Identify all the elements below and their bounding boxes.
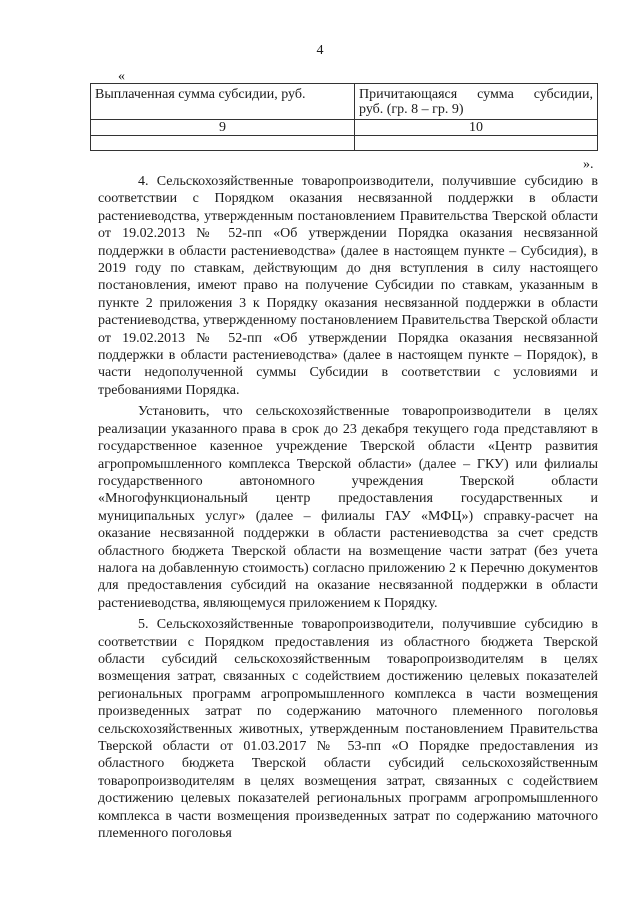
empty-cell-left xyxy=(91,136,355,151)
subsidy-table xyxy=(90,83,598,151)
table-empty-row xyxy=(91,136,598,151)
column-number-9: 9 xyxy=(91,120,355,136)
paragraph-4: 4. Сельскохозяйственные товаропроизводители, получившие субсидию в соответствии с Порядком оказания несвязанной поддержки в области растениеводства, утвержденным постановлением Правительства Тверской области от 19.02.2013 № 52-пп «Об утверждении Порядка оказания несвязанной поддержки в области растениеводства» (далее в настоящем пункте – Субсидия), в 2019 году по ставкам, действующим до дня вступления в силу настоящего постановления, имеют право на получение Субсидии по ставкам, указанным в пункте 2 приложения 3 к Порядку оказания несвязанной поддержки в области растениеводства, утвержденному постановлением Правительства Тверской области от 19.02.2013 № 52-пп «Об утверждении Порядка оказания несвязанной поддержки в области растениеводства» (далее в настоящем пункте – Порядок), в части недополученной суммы Субсидии в соответствии с условиями и требованиями Порядка. xyxy=(98,174,598,398)
column-number-10: 10 xyxy=(355,120,598,136)
empty-cell-right xyxy=(355,136,598,151)
header-cell-paid-amount xyxy=(91,84,355,120)
header-cell-due-amount xyxy=(355,84,598,120)
header-paid-amount-label: Выплаченная сумма субсидии, руб. xyxy=(95,87,306,102)
closing-quote: ». xyxy=(583,157,594,172)
paragraph-5: 5. Сельскохозяйственные товаропроизводители, получившие субсидию в соответствии с Порядком предоставления из областного бюджета Тверской области субсидий сельскохозяйственным товаропроизводителям в целях возмещения затрат, связанных с содействием достижению целевых показателей региональных программ агропромышленного комплекса в части возмещения произведенных затрат по содержанию маточного племенного поголовья сельскохозяйственных животных, утвержденным постановлением Правительства Тверской области от 01.03.2017 № 53-пп «О Порядке предоставления из областного бюджета Тверской области субсидий сельскохозяйственным товаропроизводителям в целях возмещения затрат, связанных с содействием достижению целевых показателей региональных программ агропромышленного комплекса в части возмещения произведенных затрат по содержанию маточного племенного поголовья xyxy=(98,617,598,842)
table-column-number-row xyxy=(91,120,598,136)
table-header-row xyxy=(91,84,598,120)
header-due-amount-line2: руб. (гр. 8 – гр. 9) xyxy=(359,102,464,117)
paragraph-establish: Установить, что сельскохозяйственные товаропроизводители в целях реализации указанного права в срок до 23 декабря текущего года представляют в государственное казенное учреждение Тверской области «Центр развития агропромышленного комплекса Тверской области» (далее – ГКУ) или филиалы государственного автономного учреждения Тверской области «Многофункциональный центр предоставления государственных и муниципальных услуг» (далее – филиалы ГАУ «МФЦ») справку-расчет на оказание несвязанной поддержки в области растениеводства за счет средств областного бюджета Тверской области на возмещение части затрат (без учета налога на добавленную стоимость) согласно приложению 2 к Перечню документов для предоставления субсидий на оказание несвязанной поддержки в области растениеводства, являющемуся приложением к Порядку. xyxy=(98,404,598,611)
document-body xyxy=(98,173,598,842)
header-due-amount-line1: Причитающаяся сумма субсидии, xyxy=(359,87,593,102)
opening-quote: « xyxy=(118,69,125,84)
page-number: 4 xyxy=(316,43,324,58)
